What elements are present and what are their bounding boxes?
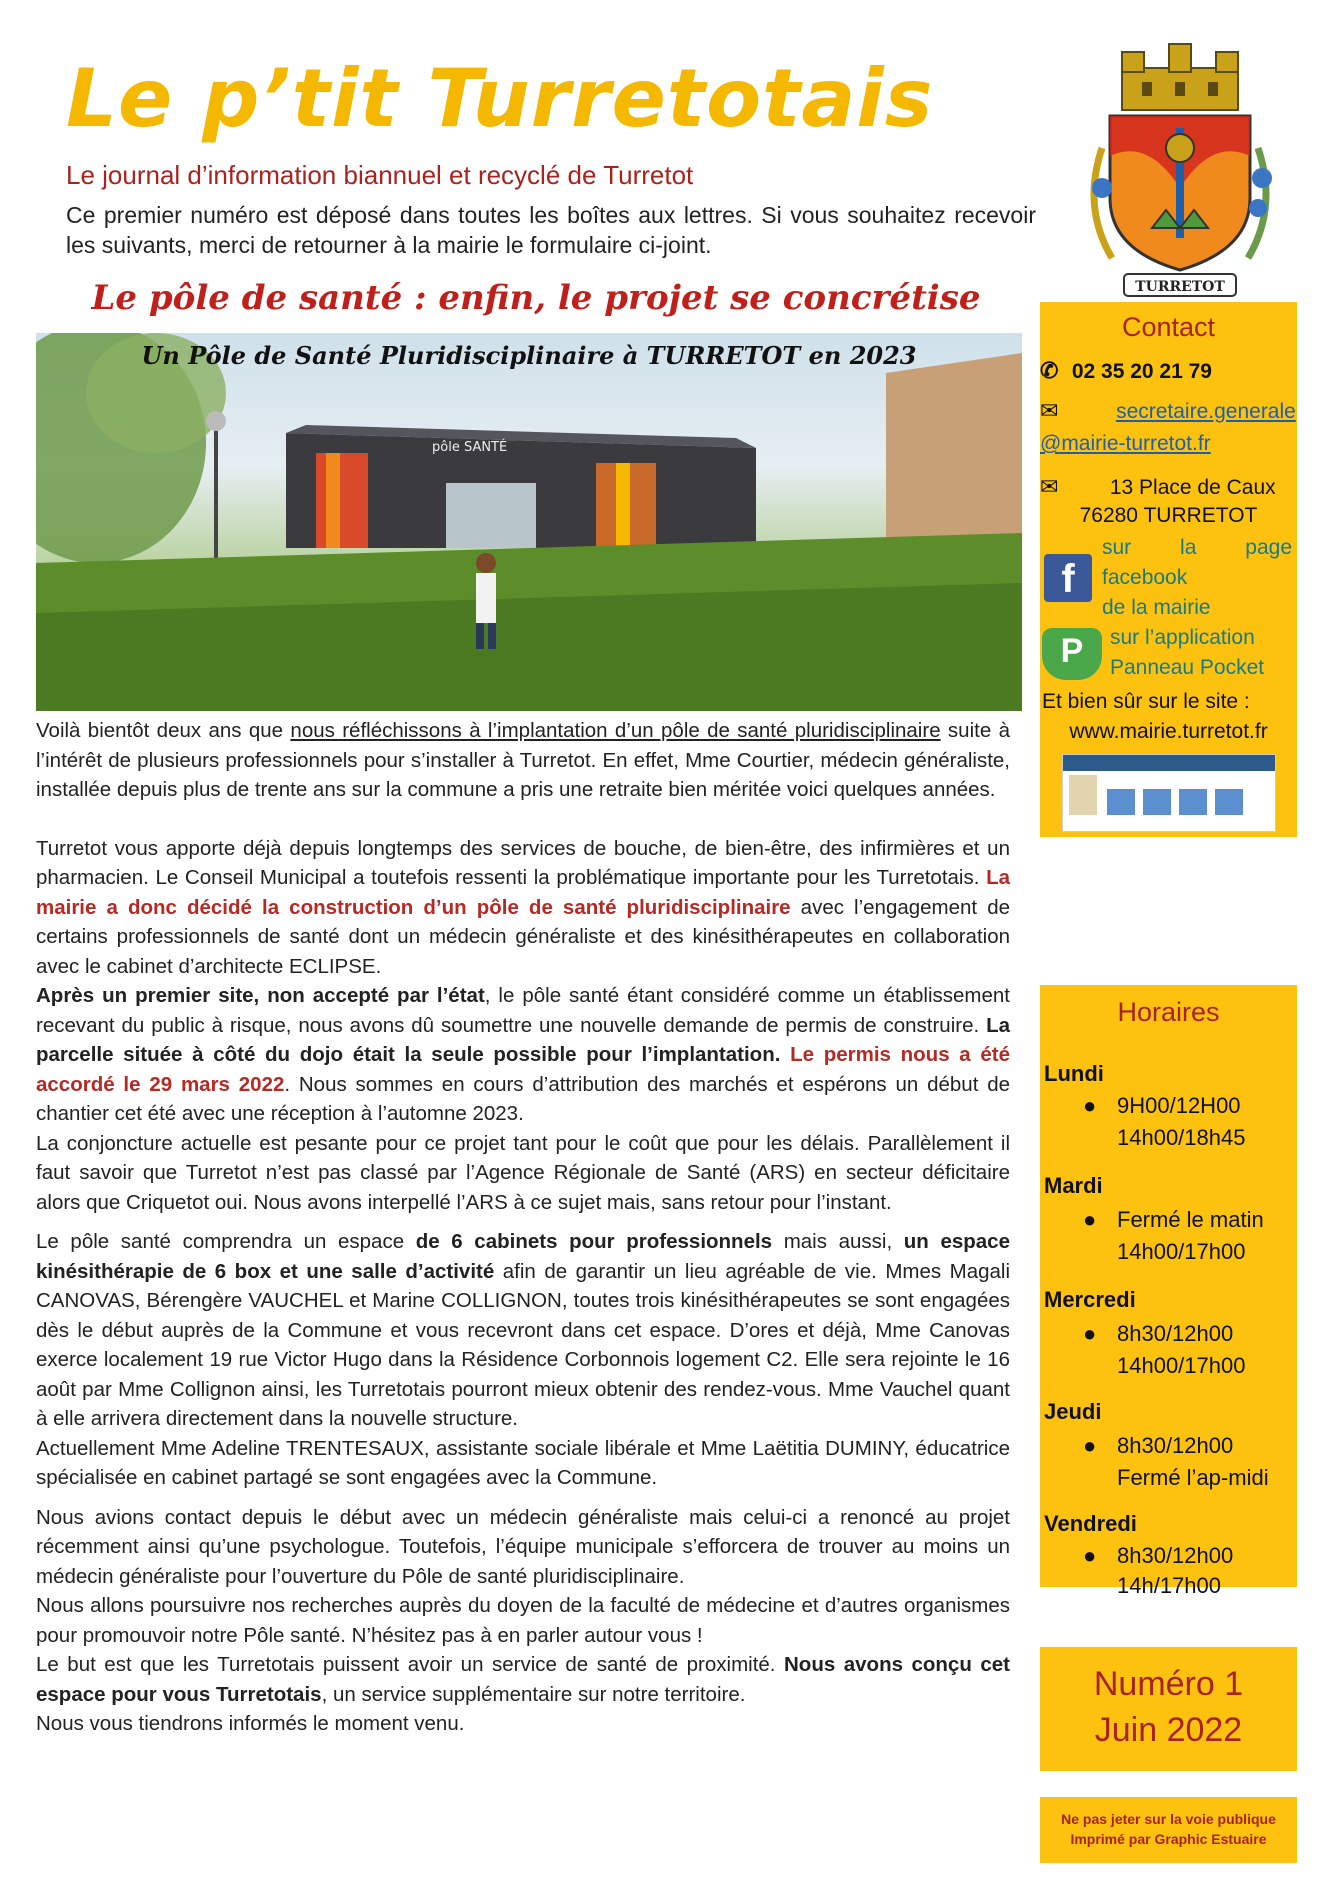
opening-hours-box (1040, 985, 1297, 1598)
footer-line-1: Ne pas jeter sur la voie publique (1061, 1811, 1276, 1827)
email-link-part2[interactable]: @mairie-turretot.fr (1040, 432, 1211, 455)
phone-icon: ✆ (1040, 358, 1059, 383)
issue-box (1040, 1647, 1297, 1771)
site-intro: Et bien sûr sur le site : (1042, 690, 1250, 713)
time-slot: ● 8h30/12h00 (1083, 1321, 1234, 1346)
address-line-1: 13 Place de Caux (1109, 476, 1276, 499)
svg-text:TURRETOT: TURRETOT (1135, 279, 1225, 295)
day-label: Mercredi (1044, 1287, 1136, 1312)
town-crest-logo (1062, 38, 1298, 300)
paragraph: Voilà bientôt deux ans que nous réfléchissons à l’implantation d’un pôle de santé pluridisciplinaire suite à l’intérêt de plusieurs professionnels pour s’installer à Turretot. En effet, Mme Courtier, médecin généraliste, installée depuis plus de trente ans sur la commune a pris une retraite bien méritée voici quelques années. (36, 719, 1010, 801)
paragraph: Le but est que les Turretotais puissent avoir un service de santé de proximité. Nous avons conçu cet espace pour vous Turretotais, un service supplémentaire sur notre territoire. (36, 1653, 1010, 1706)
phone-number[interactable]: 02 35 20 21 79 (1071, 360, 1212, 383)
panneau-pocket-icon[interactable]: P (1042, 628, 1102, 680)
article-body (36, 716, 1010, 1739)
paragraph: Actuellement Mme Adeline TRENTESAUX, assistante sociale libérale et Mme Laëtitia DUMINY, éducatrice spécialisée en cabinet partagé se sont engagées avec la Commune. (36, 1436, 1010, 1489)
footer-line-2: Imprimé par Graphic Estuaire (1070, 1831, 1267, 1847)
day-label: Jeudi (1044, 1399, 1102, 1424)
hours-heading: Horaires (1117, 997, 1220, 1027)
paragraph: Le pôle santé comprendra un espace de 6 cabinets pour professionnels mais aussi, un espace kinésithérapie de 6 box et une salle d’activité afin de garantir un lieu agréable de vie. Mmes Magali CANOVAS, Bérengère VAUCHEL et Marine COLLIGNON, toutes trois kinésithérapeutes se sont engagées dès le début auprès de la Commune et vous recevront dans cet espace. D’ores et déjà, Mme Canovas exerce localement 19 rue Victor Hugo dans la Résidence Corbonnois logement C2. Elle sera rejointe le 16 août par Mme Collignon ainsi, les Turretotais pourront mieux obtenir des rendez-vous. Mme Vauchel quant à elle arrivera directement dans la nouvelle structure. (36, 1230, 1011, 1430)
day-label: Vendredi (1044, 1511, 1137, 1536)
intro-text: Ce premier numéro est déposé dans toutes les boîtes aux lettres. Si vous souhaitez recevoir les suivants, merci de retourner à la mairie le formulaire ci-joint. (66, 202, 1036, 258)
paragraph: Nous avions contact depuis le début avec un médecin généraliste mais celui-ci a renoncé au projet récemment ainsi qu’une psychologue. Toutefois, l’équipe municipale s’efforcera de trouver au moins un médecin généraliste pour l’ouverture du Pôle de santé pluridisciplinaire. (36, 1505, 1010, 1588)
email-icon: ✉ (1040, 398, 1059, 423)
paragraph: Turretot vous apporte déjà depuis longtemps des services de bouche, de bien-être, des infirmières et un pharmacien. Le Conseil Municipal a toutefois ressenti la problématique importante pour les Turretotais. La mairie a donc décidé la construction d’un pôle de santé pluridisciplinaire avec l’engagement de certains professionnels de santé dont un médecin généraliste et des kinésithérapeutes en collaboration avec le cabinet d’architecte ECLIPSE. (36, 836, 1011, 978)
contact-heading: Contact (1121, 312, 1216, 342)
time-slot: ● 8h30/12h00 (1083, 1543, 1234, 1568)
contact-box (1040, 302, 1297, 837)
email-row (1040, 398, 1297, 424)
day-label: Lundi (1044, 1061, 1104, 1086)
website-screenshot-thumbnail (1062, 754, 1276, 832)
website-link[interactable]: www.mairie.turretot.fr (1069, 720, 1268, 743)
facebook-line-2: facebook (1102, 566, 1188, 589)
issue-date: Juin 2022 (1094, 1711, 1243, 1749)
time-slot: 14h/17h00 (1117, 1573, 1221, 1598)
paragraph: La conjoncture actuelle est pesante pour ce projet tant pour le coût que pour les délais. Parallèlement il faut savoir que Turretot n’est pas classé par l’Agence Régionale de Santé (ARS) en secteur déficitaire alors que Criquetot oui. Nous avons interpellé l’ARS à ce sujet mais, sans retour pour l’instant. (36, 1131, 1010, 1214)
pocket-line-1: sur l’application (1110, 626, 1255, 649)
article-headline: Le pôle de santé : enfin, le projet se concrétise (91, 278, 981, 318)
paragraph: Nous allons poursuivre nos recherches auprès du doyen de la faculté de médecine et d’autres organismes pour promouvoir notre Pôle santé. N’hésitez pas à en parler autour vous ! (36, 1594, 1010, 1647)
time-slot: ● 8h30/12h00 (1083, 1433, 1234, 1458)
newsletter-title: Le p’tit Turretotais (66, 52, 934, 145)
svg-text:pôle SANTÉ: pôle SANTÉ (432, 440, 508, 455)
time-slot: 14h00/18h45 (1117, 1125, 1246, 1150)
newsletter-subtitle: Le journal d’information biannuel et recyclé de Turretot (66, 160, 694, 190)
mail-icon: ✉ (1040, 474, 1059, 499)
issue-number: Numéro 1 (1093, 1665, 1244, 1703)
email-link-part1[interactable]: secretaire.generale (1116, 400, 1296, 423)
time-slot: Fermé l’ap-midi (1117, 1465, 1269, 1490)
address-line-2: 76280 TURRETOT (1079, 504, 1258, 527)
facebook-line-3: de la mairie (1102, 596, 1211, 619)
time-slot: 14h00/17h00 (1117, 1239, 1246, 1264)
paragraph: Nous vous tiendrons informés le moment venu. (36, 1712, 465, 1735)
email-row-2 (1040, 432, 1297, 456)
photo-caption: Un Pôle de Santé Pluridisciplinaire à TURRETOT en 2023 (141, 341, 917, 370)
facebook-line-1: sur la page (1102, 536, 1292, 559)
paragraph: Après un premier site, non accepté par l’état, le pôle santé étant considéré comme un établissement recevant du public à risque, nous avons dû soumettre une nouvelle demande de permis de construire. La parcelle située à côté du dojo était la seule possible pour l’implantation. Le permis nous a été accordé le 29 mars 2022. Nous sommes en cours d’attribution des marchés et espérons un début de chantier cet été avec une réception à l’automne 2023. (36, 984, 1010, 1125)
time-slot: ● 9H00/12H00 (1083, 1093, 1241, 1118)
day-label: Mardi (1044, 1173, 1103, 1198)
address-row (1040, 474, 1297, 500)
facebook-icon[interactable]: f (1044, 554, 1092, 602)
phone-row (1040, 358, 1297, 384)
time-slot: ● Fermé le matin (1083, 1207, 1264, 1232)
time-slot: 14h00/17h00 (1117, 1353, 1246, 1378)
health-center-photo (36, 333, 1022, 711)
footer-box (1040, 1797, 1297, 1863)
pocket-line-2: Panneau Pocket (1110, 656, 1265, 679)
